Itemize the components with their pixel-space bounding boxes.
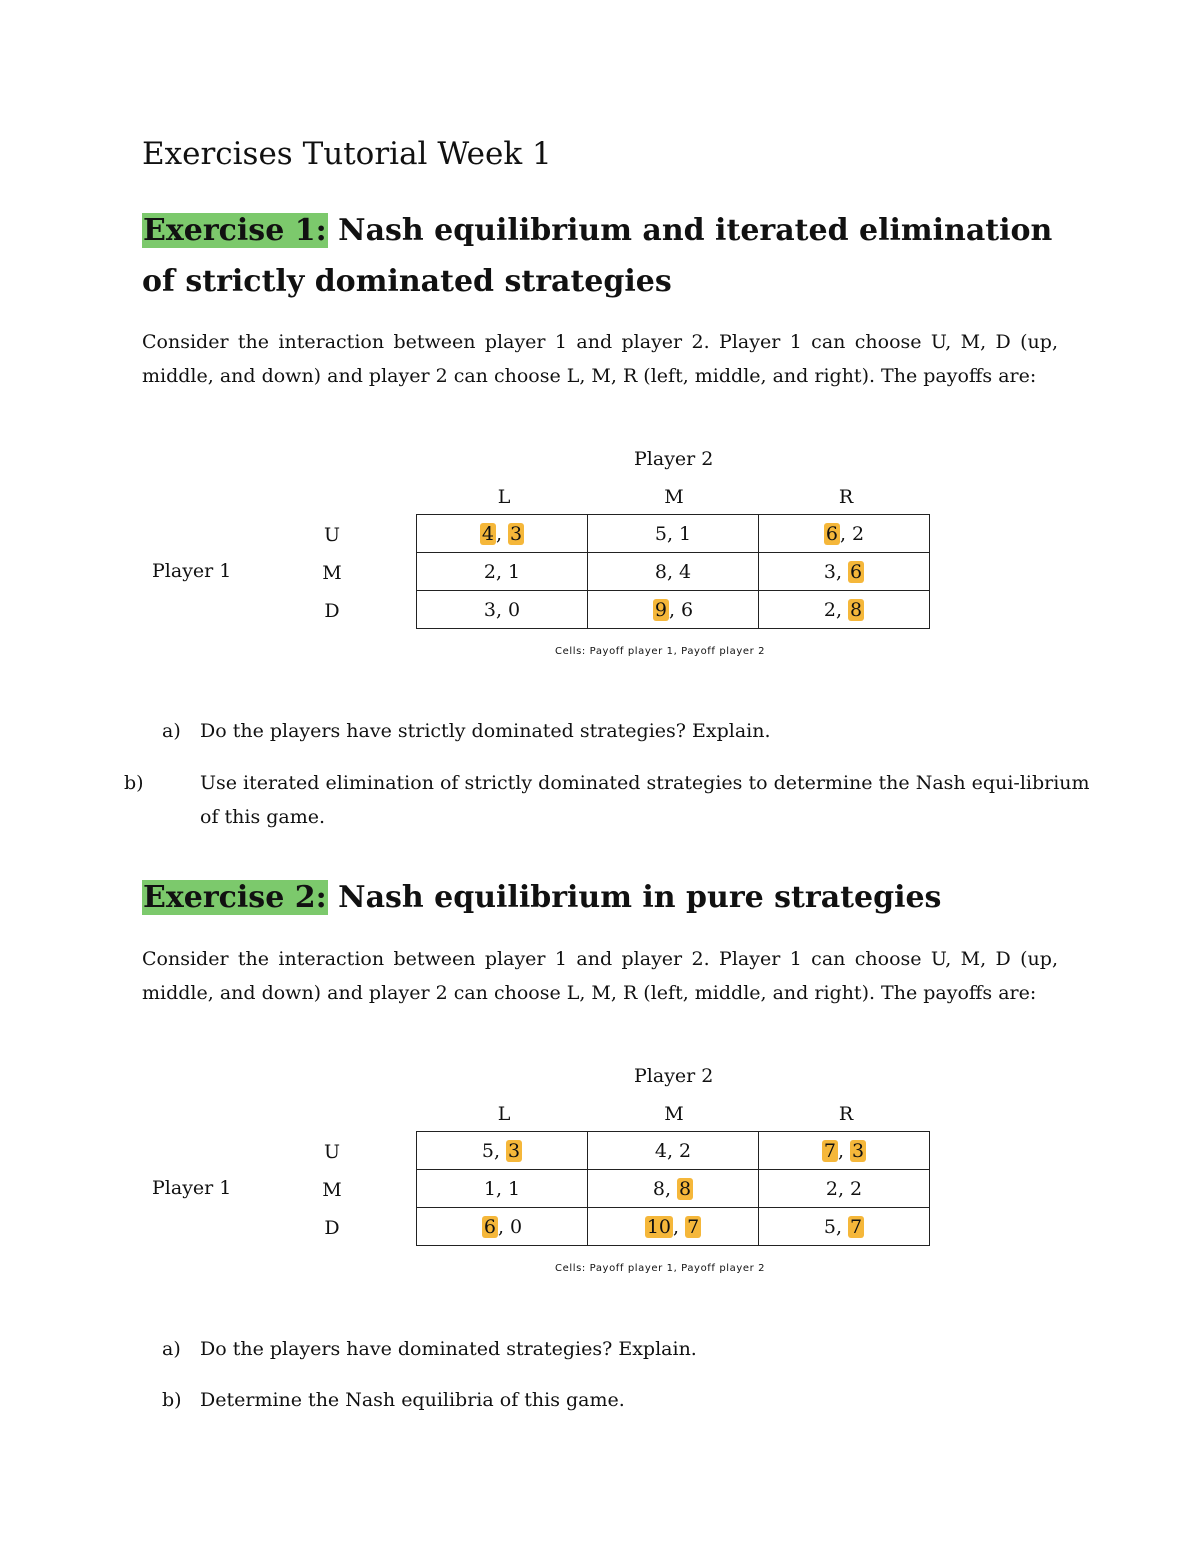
payoff-separator: , (839, 522, 853, 545)
payoff-cell (759, 591, 930, 629)
question-letter: b) (162, 1389, 182, 1411)
payoff-player2: 7 (687, 1215, 700, 1238)
exercise-1-table-caption: Cells: Payoff player 1, Payoff player 2 (555, 646, 766, 657)
payoff-player2: 8 (850, 598, 863, 621)
payoff-row (417, 1132, 930, 1170)
payoff-player1: 4 (654, 1139, 667, 1162)
payoff-cell (588, 1132, 759, 1170)
payoff-player2: 2 (679, 1139, 692, 1162)
payoff-cell (759, 1170, 930, 1208)
payoff-player1: 5 (823, 1215, 836, 1238)
payoff-player2: 6 (681, 598, 694, 621)
exercise-2-row-label: M (322, 1179, 342, 1201)
payoff-player1: 6 (483, 1215, 496, 1238)
payoff-player2: 3 (510, 522, 523, 545)
question-letter: a) (162, 1338, 181, 1360)
payoff-player2: 3 (852, 1139, 865, 1162)
payoff-player1: 2 (483, 560, 496, 583)
question-letter: a) (162, 720, 181, 742)
payoff-separator: , (835, 598, 849, 621)
exercise-2-question-a (162, 1332, 1058, 1366)
payoff-player2: 6 (850, 560, 863, 583)
payoff-cell (417, 591, 588, 629)
exercise-1-row-label: D (324, 600, 340, 622)
payoff-cell (588, 591, 759, 629)
payoff-cell (588, 515, 759, 553)
payoff-player1: 8 (652, 1177, 665, 1200)
payoff-separator: , (668, 598, 682, 621)
payoff-player1: 7 (823, 1139, 836, 1162)
payoff-player2: 1 (508, 560, 521, 583)
payoff-separator: , (666, 560, 680, 583)
exercise-2-row-label: D (324, 1217, 340, 1239)
exercise-1-question-b (124, 766, 1096, 834)
exercise-2-col-label: M (664, 1103, 684, 1125)
payoff-cell (588, 553, 759, 591)
payoff-row (417, 515, 930, 553)
question-text: Use iterated elimination of strictly dominated strategies to determine the Nash equi-librium of this game. (200, 772, 1090, 828)
payoff-separator: , (497, 1215, 511, 1238)
exercise-2-payoff-table (416, 1131, 930, 1246)
payoff-player2: 3 (508, 1139, 521, 1162)
payoff-separator: , (666, 1139, 680, 1162)
exercise-1-question-a (162, 714, 1058, 748)
payoff-player2: 1 (508, 1177, 521, 1200)
payoff-player2: 0 (510, 1215, 523, 1238)
question-letter: b) (124, 772, 144, 794)
exercise-2-player2-label: Player 2 (634, 1065, 714, 1087)
payoff-player2: 1 (679, 522, 692, 545)
payoff-cell (417, 553, 588, 591)
exercise-2-table-caption: Cells: Payoff player 1, Payoff player 2 (555, 1263, 766, 1274)
exercise-2-player1-label: Player 1 (152, 1177, 232, 1199)
payoff-cell (759, 515, 930, 553)
payoff-player2: 2 (850, 1177, 863, 1200)
payoff-player1: 8 (654, 560, 667, 583)
payoff-player1: 6 (825, 522, 838, 545)
payoff-separator: , (837, 1177, 851, 1200)
exercise-1-row-label: U (323, 524, 340, 546)
payoff-player2: 2 (852, 522, 865, 545)
exercise-2-row-label: U (323, 1141, 340, 1163)
payoff-player2: 0 (508, 598, 521, 621)
exercise-2-heading (142, 872, 1058, 923)
payoff-separator: , (666, 522, 680, 545)
question-text: Do the players have strictly dominated strategies? Explain. (200, 720, 771, 742)
exercise-1-player1-label: Player 1 (152, 560, 232, 582)
payoff-player1: 3 (823, 560, 836, 583)
payoff-player1: 5 (481, 1139, 494, 1162)
payoff-player1: 9 (654, 598, 667, 621)
payoff-separator: , (835, 560, 849, 583)
payoff-cell (588, 1208, 759, 1246)
exercise-1-col-label: R (838, 486, 854, 508)
payoff-cell (417, 1208, 588, 1246)
page-title: Exercises Tutorial Week 1 (142, 136, 552, 172)
payoff-cell (759, 1208, 930, 1246)
payoff-player1: 4 (481, 522, 494, 545)
payoff-cell (417, 1170, 588, 1208)
exercise-2-question-b (162, 1383, 1058, 1417)
payoff-cell (417, 515, 588, 553)
payoff-separator: , (835, 1215, 849, 1238)
exercise-1-row-label: M (322, 562, 342, 584)
payoff-cell (417, 1132, 588, 1170)
exercise-1-heading (142, 205, 1058, 307)
exercise-1-col-label: M (664, 486, 684, 508)
payoff-cell (759, 1132, 930, 1170)
payoff-player1: 1 (483, 1177, 496, 1200)
exercise-2-intro: Consider the interaction between player 1 and player 2. Player 1 can choose U, M, D (up, middle, and down) and player 2 can choose L, M, R (left, middle, and right). The payoffs are: (142, 948, 1058, 1004)
question-text: Determine the Nash equilibria of this game. (200, 1389, 625, 1411)
payoff-cell (759, 553, 930, 591)
exercise-1-payoff-table (416, 514, 930, 629)
payoff-player2: 4 (679, 560, 692, 583)
payoff-row (417, 591, 930, 629)
payoff-cell (588, 1170, 759, 1208)
exercise-1-intro: Consider the interaction between player 1 and player 2. Player 1 can choose U, M, D (up, middle, and down) and player 2 can choose L, M, R (left, middle, and right). The payoffs are: (142, 331, 1058, 387)
payoff-player1: 3 (483, 598, 496, 621)
payoff-player1: 10 (646, 1215, 671, 1238)
payoff-player1: 5 (654, 522, 667, 545)
payoff-separator: , (495, 598, 509, 621)
payoff-row (417, 1208, 930, 1246)
exercise-1-col-label: L (497, 486, 511, 508)
exercise-2-title: Nash equilibrium in pure strategies (338, 880, 942, 915)
payoff-separator: , (495, 560, 509, 583)
payoff-player2: 7 (850, 1215, 863, 1238)
payoff-separator: , (664, 1177, 678, 1200)
payoff-separator: , (495, 1177, 509, 1200)
payoff-separator: , (837, 1139, 851, 1162)
exercise-2-col-label: L (497, 1103, 511, 1125)
question-text: Do the players have dominated strategies? Explain. (200, 1338, 697, 1360)
payoff-player1: 2 (823, 598, 836, 621)
payoff-separator: , (673, 1215, 686, 1238)
payoff-player2: 8 (679, 1177, 692, 1200)
exercise-2-label: Exercise 2: (143, 880, 327, 915)
exercise-1-player2-label: Player 2 (634, 448, 714, 470)
exercise-2-col-label: R (838, 1103, 854, 1125)
payoff-row (417, 1170, 930, 1208)
payoff-separator: , (493, 1139, 507, 1162)
payoff-separator: , (495, 522, 509, 545)
payoff-player1: 2 (825, 1177, 838, 1200)
payoff-row (417, 553, 930, 591)
exercise-1-label: Exercise 1: (143, 213, 327, 248)
exercise-1-title: Nash equilibrium and iterated elimination of strictly dominated strategies (142, 213, 1053, 299)
